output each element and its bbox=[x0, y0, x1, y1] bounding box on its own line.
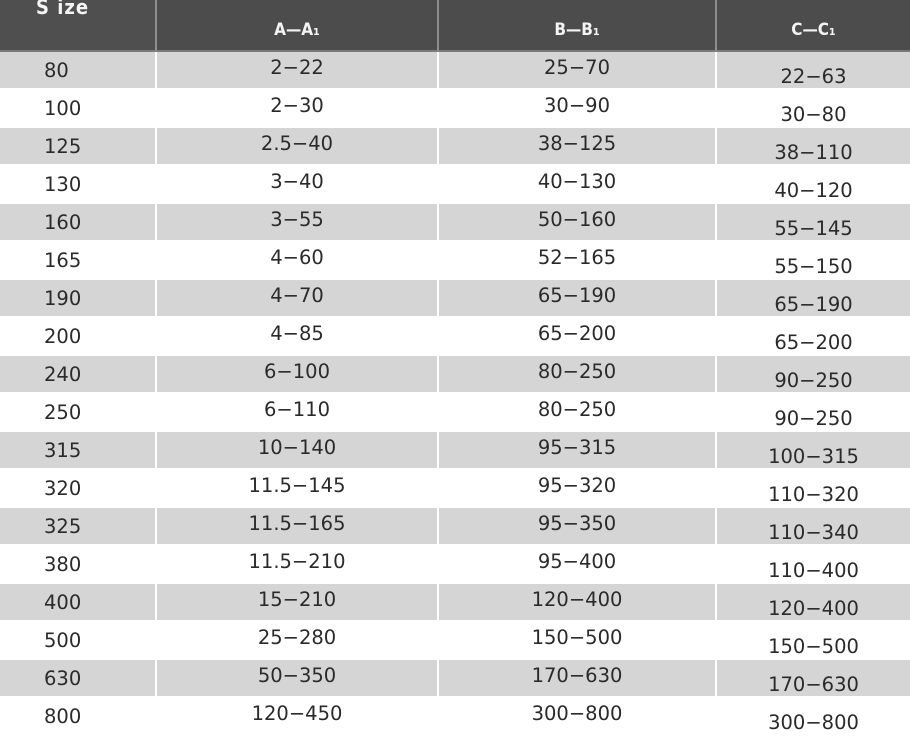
a-a1-cell: 11.5−210 bbox=[155, 546, 437, 584]
size-cell: 200 bbox=[0, 318, 155, 356]
b-b1-cell: 95−320 bbox=[437, 470, 715, 508]
table-row bbox=[0, 128, 910, 166]
b-b1-cell: 50−160 bbox=[437, 204, 715, 242]
c-c1-cell: 90−250 bbox=[715, 394, 910, 432]
a-a1-cell: 15−210 bbox=[155, 584, 437, 622]
size-cell: 165 bbox=[0, 242, 155, 280]
a-a1-cell: 120−450 bbox=[155, 698, 437, 736]
c-c1-cell: 110−320 bbox=[715, 470, 910, 508]
table-body bbox=[0, 52, 910, 736]
b-b1-cell: 120−400 bbox=[437, 584, 715, 622]
c-c1-cell: 110−400 bbox=[715, 546, 910, 584]
table-row bbox=[0, 204, 910, 242]
table-row bbox=[0, 318, 910, 356]
c-c1-cell: 170−630 bbox=[715, 660, 910, 698]
size-cell: 400 bbox=[0, 584, 155, 622]
table-row bbox=[0, 280, 910, 318]
size-cell: 80 bbox=[0, 52, 155, 90]
size-cell: 250 bbox=[0, 394, 155, 432]
header-a-a1: A—A₁ bbox=[155, 0, 437, 52]
b-b1-cell: 80−250 bbox=[437, 356, 715, 394]
b-b1-cell: 95−315 bbox=[437, 432, 715, 470]
b-b1-cell: 65−190 bbox=[437, 280, 715, 318]
b-b1-cell: 65−200 bbox=[437, 318, 715, 356]
b-b1-cell: 170−630 bbox=[437, 660, 715, 698]
header-size: S ize bbox=[0, 0, 155, 52]
a-a1-cell: 4−70 bbox=[155, 280, 437, 318]
size-cell: 160 bbox=[0, 204, 155, 242]
table-row bbox=[0, 660, 910, 698]
a-a1-cell: 10−140 bbox=[155, 432, 437, 470]
size-cell: 315 bbox=[0, 432, 155, 470]
a-a1-cell: 11.5−145 bbox=[155, 470, 437, 508]
b-b1-cell: 95−350 bbox=[437, 508, 715, 546]
size-cell: 100 bbox=[0, 90, 155, 128]
c-c1-cell: 300−800 bbox=[715, 698, 910, 736]
table-row bbox=[0, 584, 910, 622]
table-row bbox=[0, 52, 910, 90]
size-cell: 130 bbox=[0, 166, 155, 204]
size-cell: 320 bbox=[0, 470, 155, 508]
b-b1-cell: 80−250 bbox=[437, 394, 715, 432]
a-a1-cell: 50−350 bbox=[155, 660, 437, 698]
header-c-c1: C—C₁ bbox=[715, 0, 910, 52]
c-c1-cell: 90−250 bbox=[715, 356, 910, 394]
c-c1-cell: 30−80 bbox=[715, 90, 910, 128]
a-a1-cell: 4−85 bbox=[155, 318, 437, 356]
table-row bbox=[0, 546, 910, 584]
table-row bbox=[0, 90, 910, 128]
a-a1-cell: 6−110 bbox=[155, 394, 437, 432]
c-c1-cell: 65−200 bbox=[715, 318, 910, 356]
b-b1-cell: 95−400 bbox=[437, 546, 715, 584]
header-row bbox=[0, 0, 910, 52]
a-a1-cell: 2−30 bbox=[155, 90, 437, 128]
header-b-b1: B—B₁ bbox=[437, 0, 715, 52]
b-b1-cell: 40−130 bbox=[437, 166, 715, 204]
table-row bbox=[0, 166, 910, 204]
b-b1-cell: 25−70 bbox=[437, 52, 715, 90]
a-a1-cell: 6−100 bbox=[155, 356, 437, 394]
b-b1-cell: 30−90 bbox=[437, 90, 715, 128]
table-row bbox=[0, 698, 910, 736]
size-cell: 500 bbox=[0, 622, 155, 660]
size-cell: 125 bbox=[0, 128, 155, 166]
b-b1-cell: 300−800 bbox=[437, 698, 715, 736]
a-a1-cell: 25−280 bbox=[155, 622, 437, 660]
size-cell: 630 bbox=[0, 660, 155, 698]
c-c1-cell: 38−110 bbox=[715, 128, 910, 166]
c-c1-cell: 100−315 bbox=[715, 432, 910, 470]
c-c1-cell: 120−400 bbox=[715, 584, 910, 622]
c-c1-cell: 55−150 bbox=[715, 242, 910, 280]
size-cell: 380 bbox=[0, 546, 155, 584]
a-a1-cell: 2−22 bbox=[155, 52, 437, 90]
table-row bbox=[0, 508, 910, 546]
table-row bbox=[0, 432, 910, 470]
table-row bbox=[0, 242, 910, 280]
b-b1-cell: 150−500 bbox=[437, 622, 715, 660]
a-a1-cell: 3−40 bbox=[155, 166, 437, 204]
size-cell: 800 bbox=[0, 698, 155, 736]
table-row bbox=[0, 394, 910, 432]
c-c1-cell: 40−120 bbox=[715, 166, 910, 204]
table-row bbox=[0, 622, 910, 660]
b-b1-cell: 38−125 bbox=[437, 128, 715, 166]
table-header bbox=[0, 0, 910, 52]
b-b1-cell: 52−165 bbox=[437, 242, 715, 280]
size-cell: 325 bbox=[0, 508, 155, 546]
size-cell: 240 bbox=[0, 356, 155, 394]
c-c1-cell: 55−145 bbox=[715, 204, 910, 242]
a-a1-cell: 3−55 bbox=[155, 204, 437, 242]
c-c1-cell: 65−190 bbox=[715, 280, 910, 318]
size-cell: 190 bbox=[0, 280, 155, 318]
c-c1-cell: 110−340 bbox=[715, 508, 910, 546]
c-c1-cell: 150−500 bbox=[715, 622, 910, 660]
table-row bbox=[0, 470, 910, 508]
a-a1-cell: 2.5−40 bbox=[155, 128, 437, 166]
table-row bbox=[0, 356, 910, 394]
a-a1-cell: 4−60 bbox=[155, 242, 437, 280]
a-a1-cell: 11.5−165 bbox=[155, 508, 437, 546]
c-c1-cell: 22−63 bbox=[715, 52, 910, 90]
